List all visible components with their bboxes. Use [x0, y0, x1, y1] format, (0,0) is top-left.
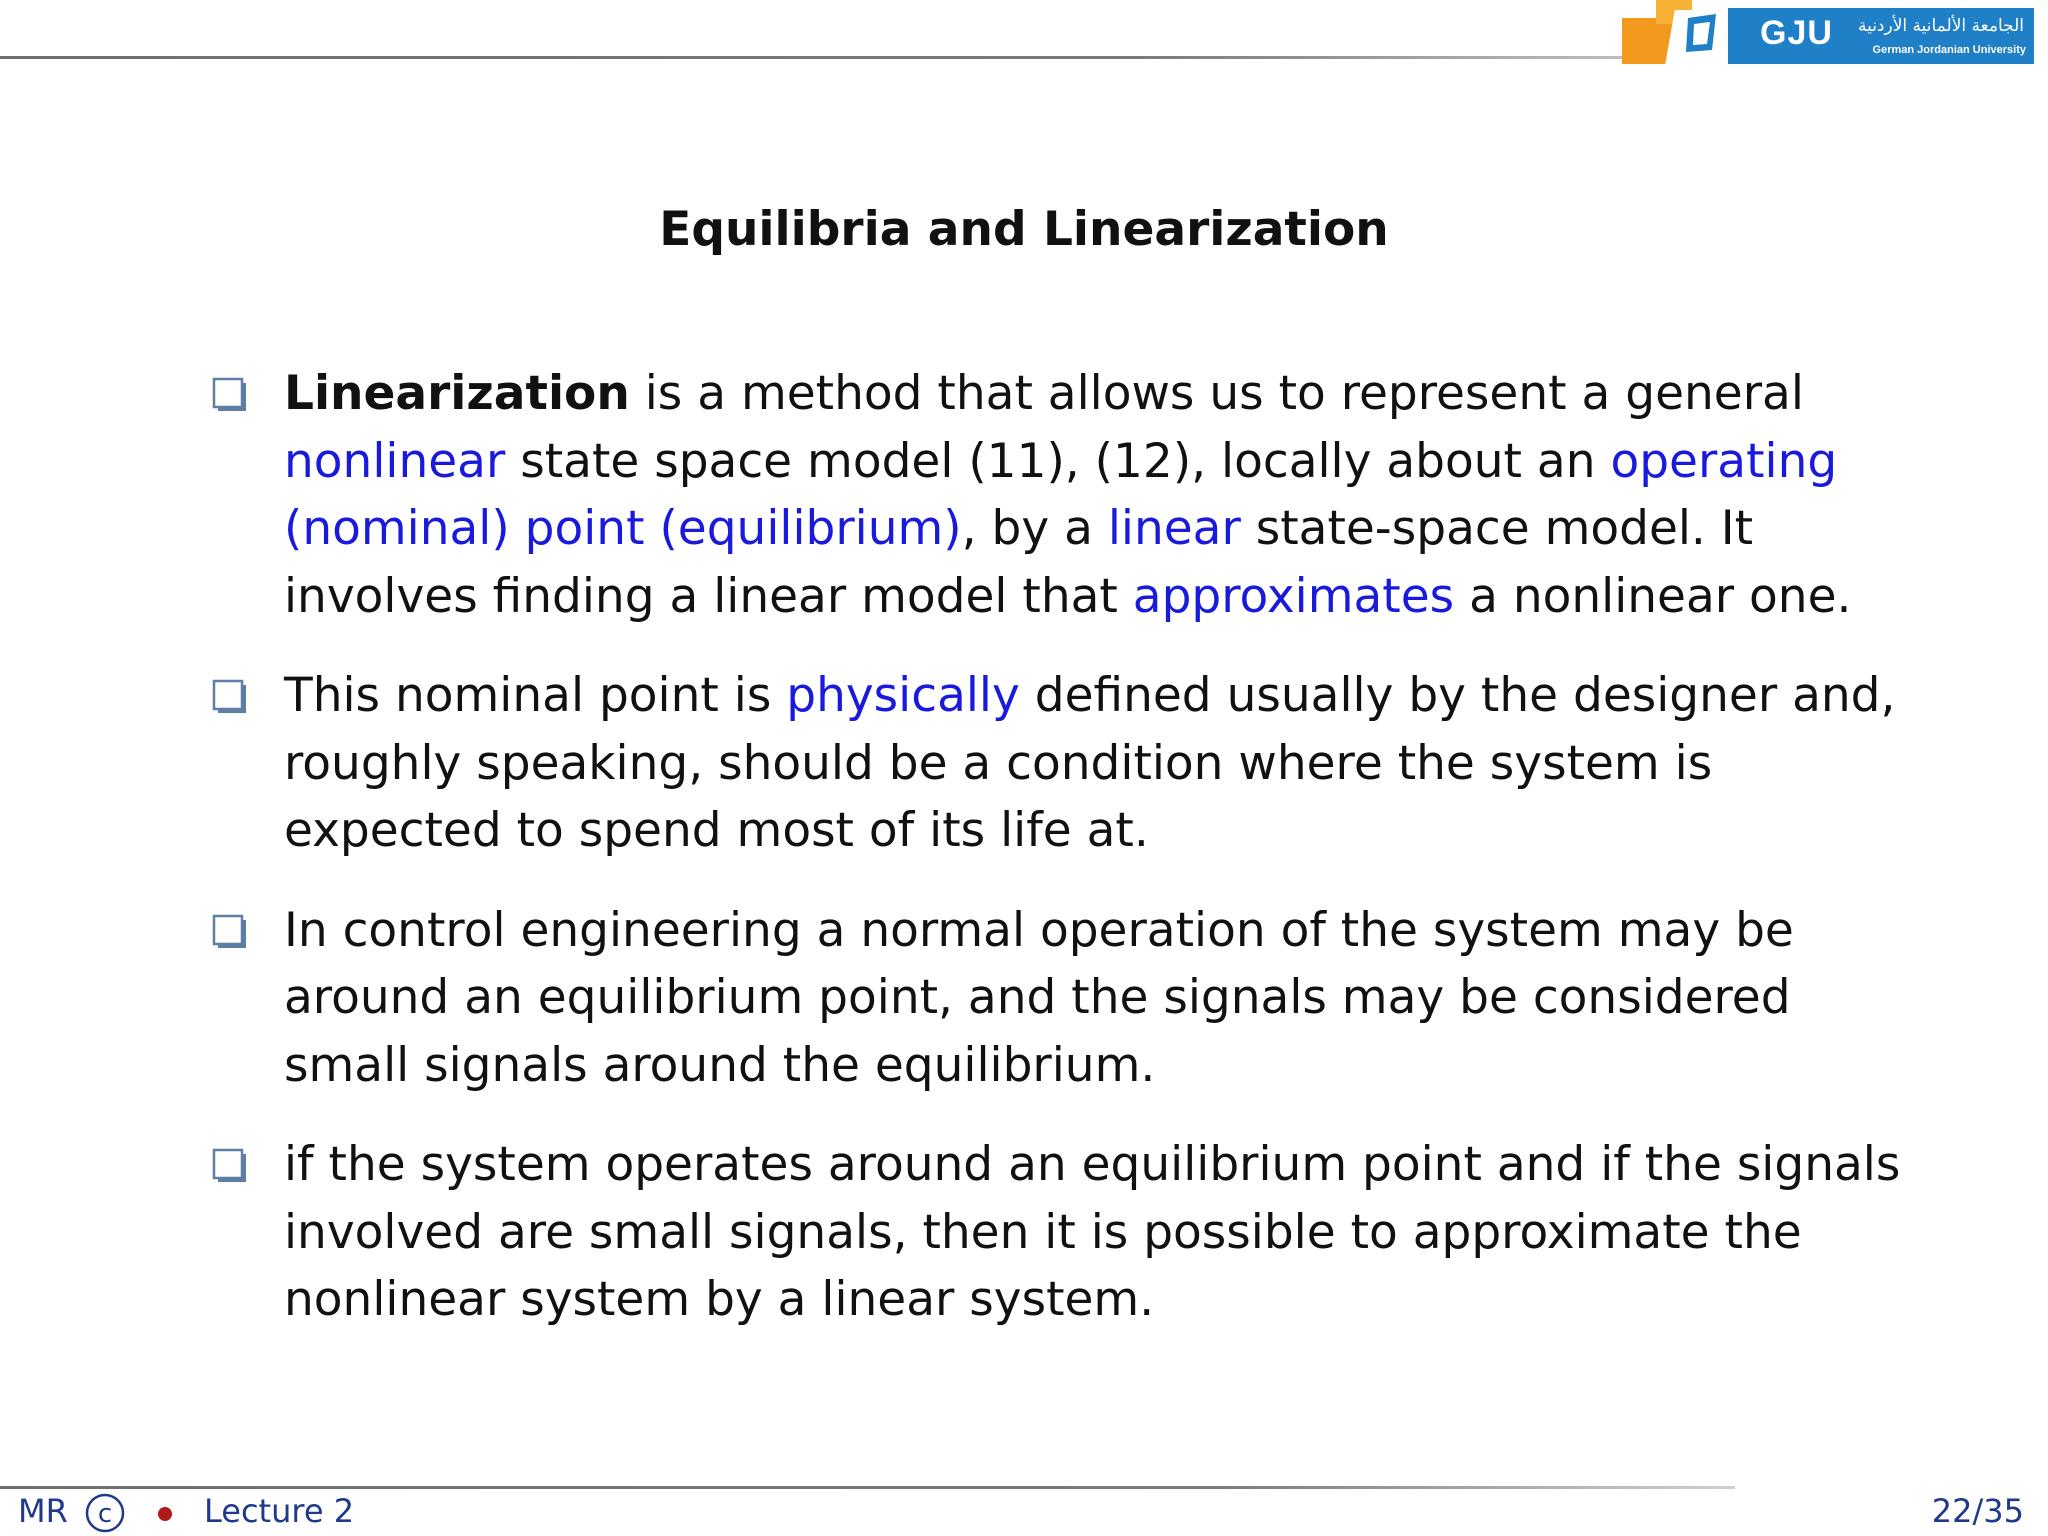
bullet-text: In control engineering a normal operation of the system may be around an equilibrium point, and the signals may be considered small signals around the equilibrium.: [284, 902, 1794, 1093]
bullet-text: This nominal point is: [284, 668, 787, 723]
highlighted-term: nonlinear: [284, 433, 506, 489]
highlighted-term: approximates: [1132, 568, 1455, 624]
logo-emblem-icon: [1682, 14, 1722, 54]
bullet-text: , by a: [961, 501, 1108, 556]
bullet-text: is a method that allows us to represent a general: [629, 366, 1804, 421]
copyright-letter: c: [97, 1499, 113, 1529]
checkbox-bullet-icon: [212, 1148, 248, 1184]
footer: [0, 1490, 2048, 1536]
highlighted-term: operating (nominal) point (equilibrium): [284, 433, 1838, 556]
bullet-text: defined usually by the designer and, roughly speaking, should be a condition where the system is expected to spend most of its life at.: [284, 668, 1896, 858]
bullet-text: if the system operates around an equilibrium point and if the signals involved are small signals, then it is possible to approximate the nonlinear system by a linear system.: [284, 1137, 1901, 1327]
slide-title: Equilibria and Linearization: [659, 202, 1389, 257]
footer-rule: [0, 1486, 1735, 1489]
logo-arabic-name: الجامعة الألمانية الأردنية: [1857, 16, 2024, 36]
bold-term: Linearization: [284, 366, 630, 421]
university-logo: [1622, 0, 2034, 68]
checkbox-bullet-icon: [212, 679, 248, 715]
checkbox-bullet-icon: [212, 914, 248, 950]
footer-separator-dot: [158, 1507, 172, 1521]
bullet-item: [212, 662, 1912, 865]
footer-lecture: Lecture 2: [204, 1492, 355, 1530]
footer-author: MR: [18, 1492, 68, 1530]
page-number: 22/35: [1931, 1492, 2024, 1530]
checkbox-bullet-icon: [212, 377, 248, 413]
header-rule: [0, 56, 1625, 59]
bullet-text: state-space model. It involves finding a linear model that: [284, 501, 1754, 624]
bullet-list: [212, 360, 1912, 1366]
highlighted-term: linear: [1107, 501, 1241, 556]
highlighted-term: physically: [786, 668, 1020, 723]
logo-short-name: GJU: [1760, 14, 1833, 52]
copyright-icon: [84, 1492, 126, 1534]
logo-english-name: German Jordanian University: [1872, 44, 2026, 56]
bullet-item: [212, 1131, 1912, 1334]
bullet-text: a nonlinear one.: [1454, 568, 1852, 624]
bullet-item: [212, 360, 1912, 630]
bullet-text: state space model (11), (12), locally about an: [505, 433, 1611, 489]
bullet-item: [212, 897, 1912, 1100]
